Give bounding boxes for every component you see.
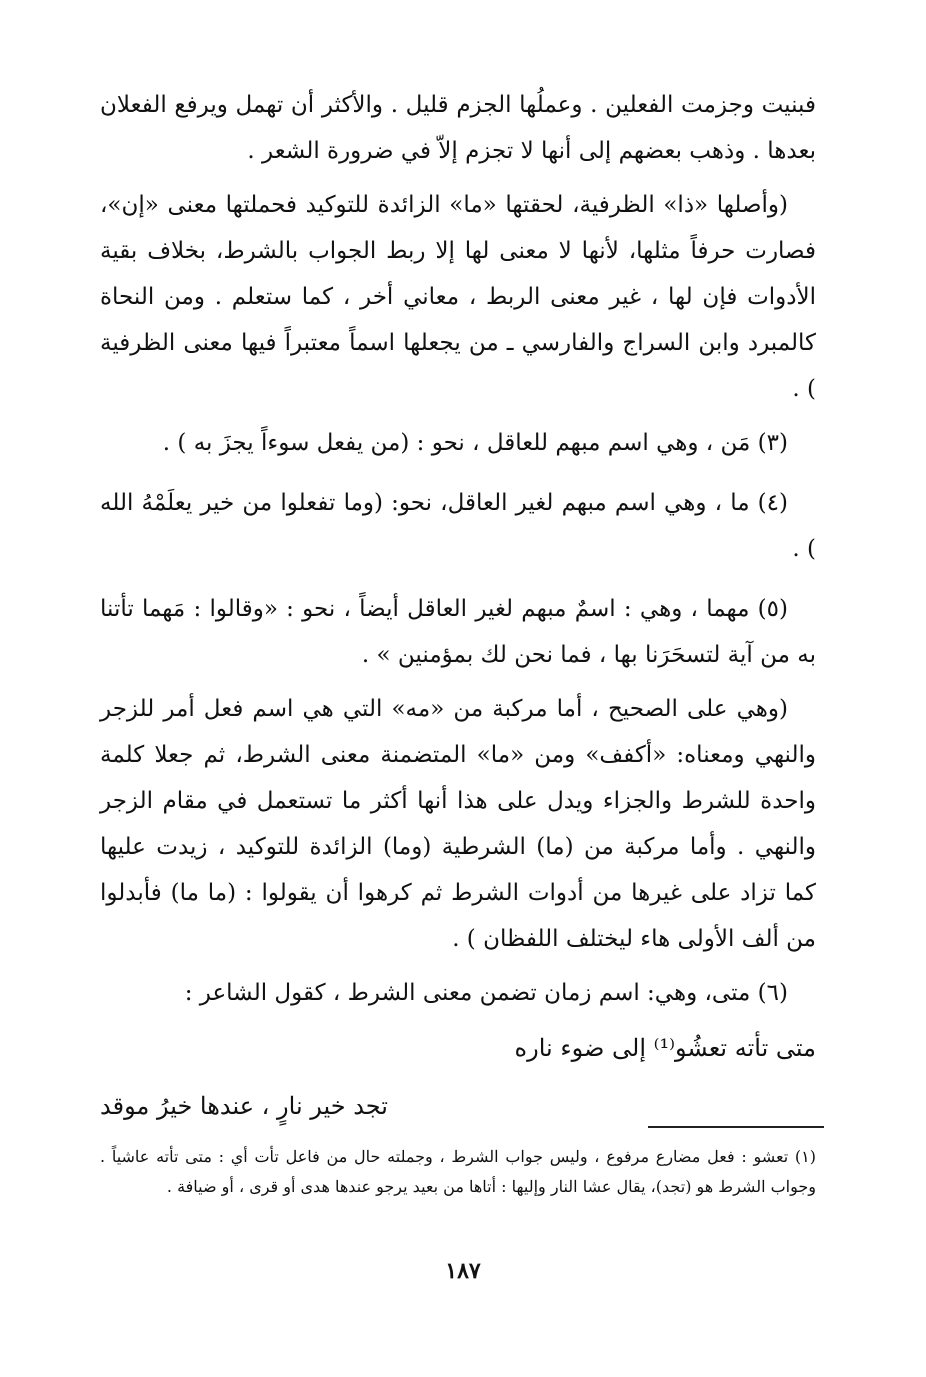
paragraph-3: (٣) مَن ، وهي اسم مبهم للعاقل ، نحو : (من يفعل سوءاً يجزَ به ) . <box>162 430 788 456</box>
paragraph-7: (٦) متى، وهي: اسم زمان تضمن معنى الشرط ، كقول الشاعر : <box>184 980 788 1006</box>
paragraph-1: فبنيت وجزمت الفعلين . وعملُها الجزم قليل . والأكثر أن تهمل ويرفع الفعلان بعدها . وذهب بعضهم إلى أنها لا تجزم إلاّ في ضرورة الشعر . <box>100 92 816 164</box>
page-number: ١٨٧ <box>445 1258 481 1284</box>
main-text <box>100 82 816 1132</box>
verse-hemistich-2: تجد خير نارٍ ، عندها خيرُ موقد <box>100 1092 388 1120</box>
verse-hemistich-1: متى تأته تعشُو⁽¹⁾ إلى ضوء ناره <box>514 1034 816 1062</box>
paragraph-6: (وهي على الصحيح ، أما مركبة من «مه» التي هي اسم فعل أمر للزجر والنهي ومعناه: «أكفف» ومن «ما» المتضمنة معنى الشرط، ثم جعلا كلمة واحدة للشرط والجزاء ويدل على هذا أنها أكثر ما تستعمل في مقام الزجر والنهي . وأما مركبة من (ما) الشرطية (وما) الزائدة للتوكيد ، زيدت عليها كما تزاد على غيرها من أدوات الشرط ثم كرهوا أن يقولوا : (ما ما) فأبدلوا من ألف الأولى هاء ليختلف اللفظان ) . <box>100 696 816 952</box>
paragraph-2: (وأصلها «ذا» الظرفية، لحقتها «ما» الزائدة للتوكيد فحملتها معنى «إن»، فصارت حرفاً مثلها، لأنها لا معنى لها إلا ربط الجواب بالشرط، بخلاف بقية الأدوات فإن لها ، غير معنى الربط ، معاني أخر ، كما ستعلم . ومن النحاة كالمبرد وابن السراج والفارسي ـ من يجعلها اسماً معتبراً فيها معنى الظرفية ) . <box>100 192 816 402</box>
paragraph-4: (٤) ما ، وهي اسم مبهم لغير العاقل، نحو: (وما تفعلوا من خير يعلَمْهُ الله ) . <box>100 490 816 562</box>
footnote-divider <box>648 1126 824 1128</box>
paragraph-5: (٥) مهما ، وهي : اسمٌ مبهم لغير العاقل أيضاً ، نحو : «وقالوا : مَهما تأتنا به من آية لتسحَرَنا بها ، فما نحن لك بمؤمنين » . <box>100 596 816 668</box>
footnote: (١) تعشو : فعل مضارع مرفوع ، وليس جواب الشرط ، وجملته حال من فاعل تأت أي : متى تأته عاشياً . وجواب الشرط هو (تجد)، يقال عشا النار وإليها : أتاها من بعيد يرجو عندها هدى أو قرى ، أو ضيافة . <box>100 1147 816 1196</box>
